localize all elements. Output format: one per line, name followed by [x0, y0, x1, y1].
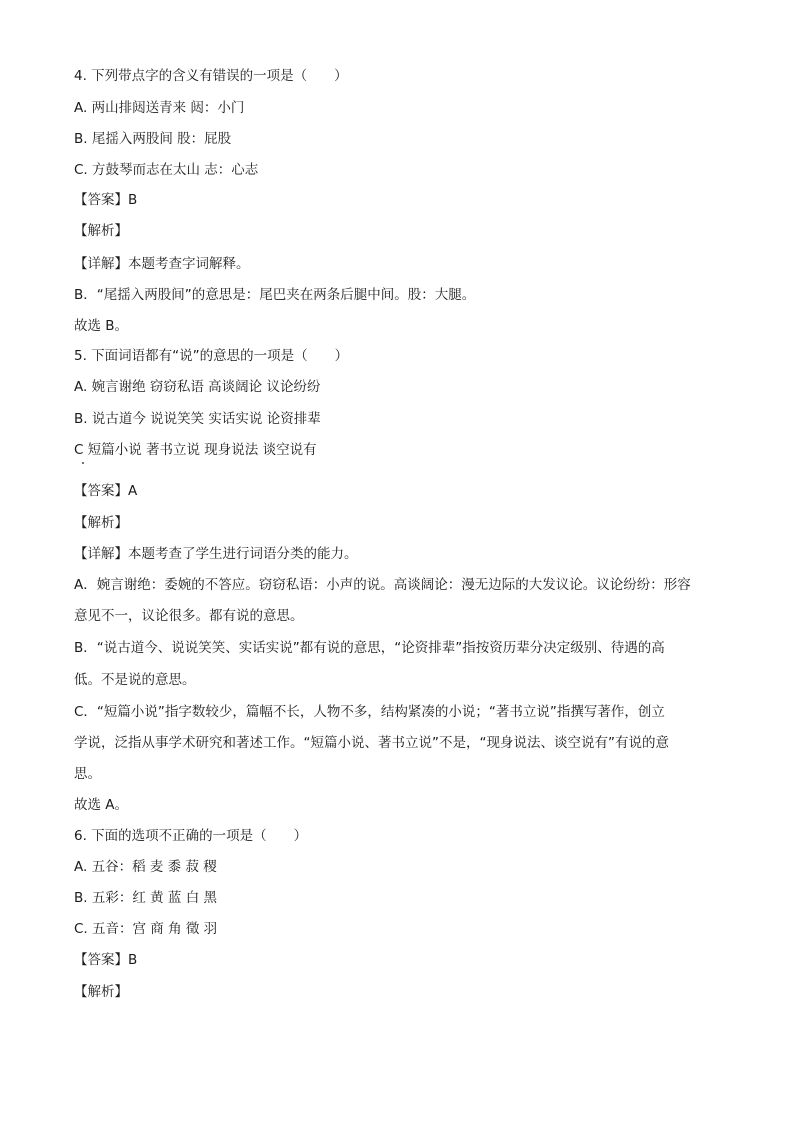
question-5-explain-c-line-1: C．“短篇小说”指字数较少，篇幅不长，人物不多，结构紧凑的小说；“著书立说”指撰写著作，创立 — [74, 704, 665, 720]
question-6-option-c: C. 五音：宫 商 角 徵 羽 — [74, 921, 218, 937]
question-5-explain-a-line-1: A．婉言谢绝：委婉的不答应。窃窃私语：小声的说。高谈阔论：漫无边际的大发议论。议论纷纷：形容 — [74, 577, 691, 593]
question-5-explain-b-line-2: 低。不是说的意思。 — [74, 672, 196, 688]
question-6-analysis-tag: 【解析】 — [74, 984, 128, 1000]
question-4-option-a: A. 两山排闼送青来 闼：小门 — [74, 100, 245, 116]
question-5-option-a: A. 婉言谢绝 窃窃私语 高谈阔论 议论纷纷 — [74, 379, 321, 395]
question-5-detail: 【详解】本题考查了学生进行词语分类的能力。 — [74, 546, 358, 562]
question-4-explain-b: B．“尾揺入两股间”的意思是：尾巴夹在两条后腿中间。股：大腿。 — [74, 287, 476, 303]
question-5-explain-c-line-3: 思。 — [74, 766, 101, 782]
question-5-explain-a-line-2: 意见不一，议论很多。都有说的意思。 — [74, 608, 304, 624]
question-5-explain-c-line-2: 学说，泛指从事学术研究和著述工作。“短篇小说、著书立说”不是，“现身说法、谈空说有”有说的意 — [74, 735, 669, 751]
question-4-analysis-tag: 【解析】 — [74, 223, 128, 239]
question-5-option-c: C 短篇小说 著书立说 现身说法 谈空说有 — [74, 442, 317, 458]
question-4-conclusion: 故选 B。 — [74, 318, 129, 334]
question-5-option-b: B. 说古道今 说说笑笑 实话实说 论资排辈 — [74, 411, 321, 427]
question-4-answer: 【答案】B — [74, 192, 138, 208]
option-c-dot-mark — [82, 462, 84, 464]
question-4-stem: 4. 下列带点字的含义有错误的一项是（ ） — [74, 68, 348, 84]
question-5-analysis-tag: 【解析】 — [74, 515, 128, 531]
question-6-option-a: A. 五谷：稻 麦 黍 菽 稷 — [74, 859, 217, 875]
question-5-answer: 【答案】A — [74, 483, 138, 499]
question-5-conclusion: 故选 A。 — [74, 797, 129, 813]
question-4-option-b: B. 尾揺入两股间 股：屁股 — [74, 131, 232, 147]
question-5-stem: 5. 下面词语都有“说”的意思的一项是（ ） — [74, 348, 349, 364]
question-4-option-c: C. 方鼓琴而志在太山 志：心志 — [74, 162, 259, 178]
question-5-explain-b-line-1: B．“说古道今、说说笑笑、实话实说”都有说的意思，“论资排辈”指按资历辈分决定级别、待遇的高 — [74, 640, 665, 656]
question-6-answer: 【答案】B — [74, 952, 138, 968]
question-6-option-b: B. 五彩：红 黄 蓝 白 黑 — [74, 890, 218, 906]
question-4-detail: 【详解】本题考查字词解释。 — [74, 256, 250, 272]
question-6-stem: 6. 下面的选项不正确的一项是（ ） — [74, 828, 308, 844]
